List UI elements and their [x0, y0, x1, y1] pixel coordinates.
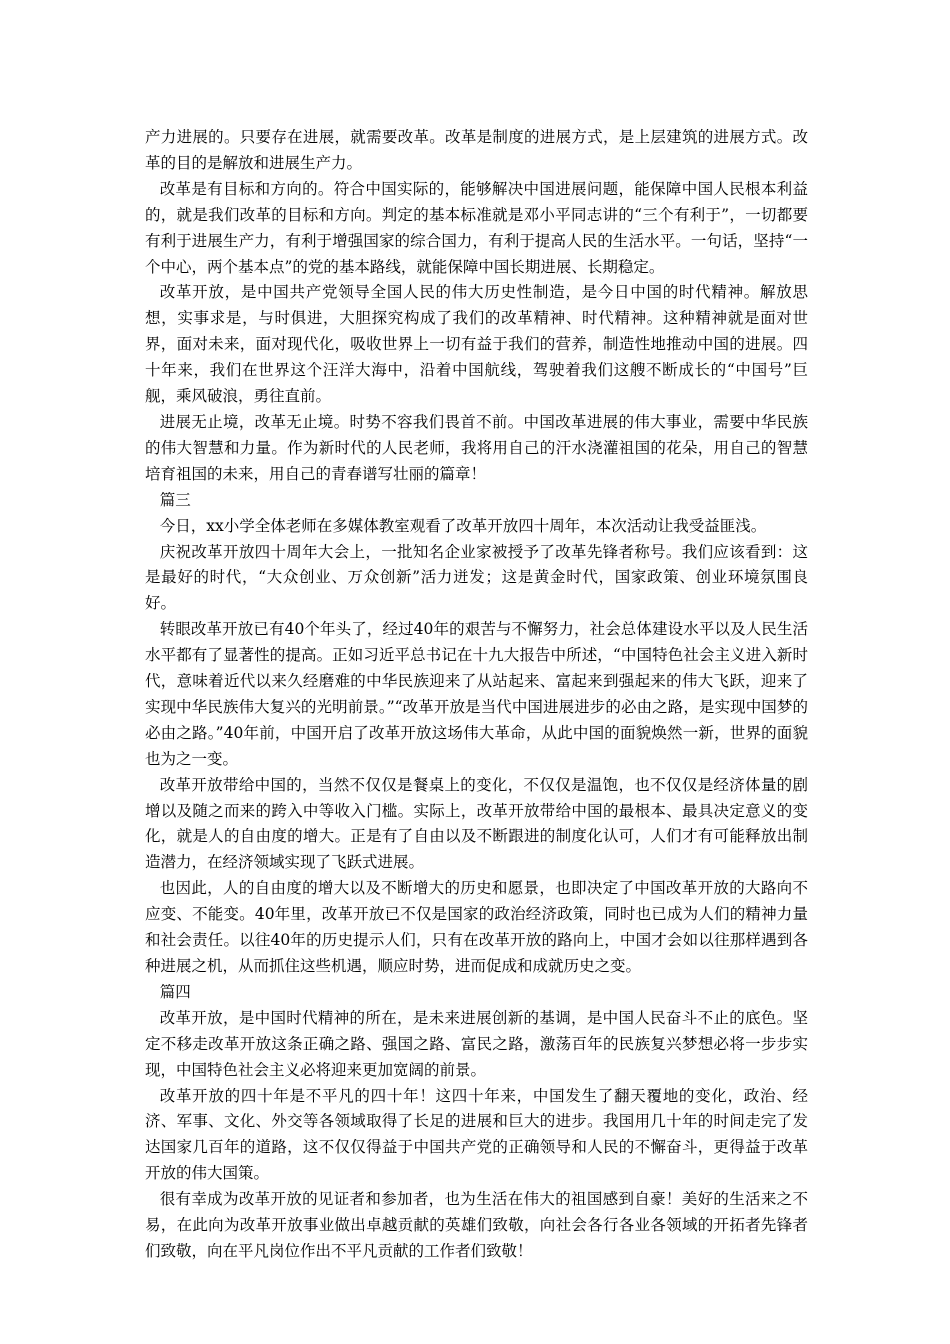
paragraph-forty-years: 转眼改革开放已有40个年头了，经过40年的艰苦与不懈努力，社会总体建设水平以及人民生活水平都有了显著性的提高。正如习近平总书记在十九大报告中所述，“中国特色社会主义进入新时代，意味着近代以来久经磨难的中华民族迎来了从站起来、富起来到强起来的伟大飞跃，迎来了实现中华民族伟大复兴的光明前景。”“改革开放是当代中国进展进步的必由之路，是实现中国梦的必由之路。”40年前，中国开启了改革开放这场伟大革命，从此中国的面貌焕然一新，世界的面貌也为之一变。 [145, 620, 808, 768]
section-heading-3: 篇三 [159, 490, 191, 509]
paragraph-teacher-commitment: 进展无止境，改革无止境。时势不容我们畏首不前。中国改革进展的伟大事业，需要中华民族的伟大智慧和力量。作为新时代的人民老师，我将用自己的汗水浇灌祖国的花朵，用自己的智慧培育祖国的未来，用自己的青春谱写壮丽的篇章！ [145, 412, 808, 483]
paragraph-reform-goals: 改革是有目标和方向的。符合中国实际的，能够解决中国进展问题，能保障中国人民根本利益的，就是我们改革的目标和方向。判定的基本标准就是邓小平同志讲的“三个有利于”，一切都要有利于进展生产力，有利于增强国家的综合国力，有利于提高人民的生活水平。一句话，坚持“一个中心，两个基本点”的党的基本路线，就能保障中国长期进展、长期稳定。 [145, 179, 808, 276]
document-body [145, 125, 808, 1265]
paragraph-direction: 也因此，人的自由度的增大以及不断增大的历史和愿景，也即决定了中国改革开放的大路向不应变、不能变。40年里，改革开放已不仅是国家的政治经济政策，同时也已成为人们的精神力量和社会责任。以往40年的历史提示人们，只有在改革开放的路向上，中国才会如以往那样遇到各种进展之机，从而抓住这些机遇，顺应时势，进而促成和成就历史之变。 [145, 879, 808, 975]
section-heading-4: 篇四 [159, 982, 191, 1001]
paragraph-era-spirit: 改革开放，是中国时代精神的所在，是未来进展创新的基调，是中国人民奋斗不止的底色。坚定不移走改革开放这条正确之路、强国之路、富民之路，激荡百年的民族复兴梦想必将一步步实现，中国特色社会主义必将迎来更加宽阔的前景。 [145, 1008, 808, 1079]
paragraph-entrepreneurs: 庆祝改革开放四十周年大会上，一批知名企业家被授予了改革先锋者称号。我们应该看到：这是最好的时代，“大众创业、万众创新”活力迸发；这是黄金时代，国家政策、创业环境氛围良好。 [145, 542, 808, 613]
paragraph-extraordinary-years: 改革开放的四十年是不平凡的四十年！这四十年来，中国发生了翻天覆地的变化，政治、经济、军事、文化、外交等各领域取得了长足的进展和巨大的进步。我国用几十年的时间走完了发达国家几百年的道路，这不仅仅得益于中国共产党的正确领导和人民的不懈奋斗，更得益于改革开放的伟大国策。 [145, 1086, 808, 1183]
paragraph-freedom-change: 改革开放带给中国的，当然不仅仅是餐桌上的变化，不仅仅是温饱，也不仅仅是经济体量的剧增以及随之而来的跨入中等收入门槛。实际上，改革开放带给中国的最根本、最具决定意义的变化，就是人的自由度的增大。正是有了自由以及不断跟进的制度化认可，人们才有可能释放出制造潜力，在经济领域实现了飞跃式进展。 [145, 775, 808, 872]
paragraph-reform-spirit: 改革开放，是中国共产党领导全国人民的伟大历史性制造，是今日中国的时代精神。解放思想，实事求是，与时俱进，大胆探究构成了我们的改革精神、时代精神。这种精神就是面对世界，面对未来，面对现代化，吸收世界上一切有益于我们的营养，制造性地推动中国的进展。四十年来，我们在世界这个汪洋大海中，沿着中国航线，驾驶着我们这艘不断成长的“中国号”巨舰，乘风破浪，勇往直前。 [145, 283, 808, 406]
paragraph-school-event: 今日，xx小学全体老师在多媒体教室观看了改革开放四十周年，本次活动让我受益匪浅。 [159, 516, 767, 535]
paragraph-continuation: 产力进展的。只要存在进展，就需要改革。改革是制度的进展方式，是上层建筑的进展方式。改革的目的是解放和进展生产力。 [145, 128, 808, 172]
paragraph-tribute: 很有幸成为改革开放的见证者和参加者，也为生活在伟大的祖国感到自豪！美好的生活来之不易，在此向为改革开放事业做出卓越贡献的英雄们致敬，向社会各行各业各领域的开拓者先锋者们致敬，向在平凡岗位作出不平凡贡献的工作者们致敬！ [145, 1190, 808, 1260]
